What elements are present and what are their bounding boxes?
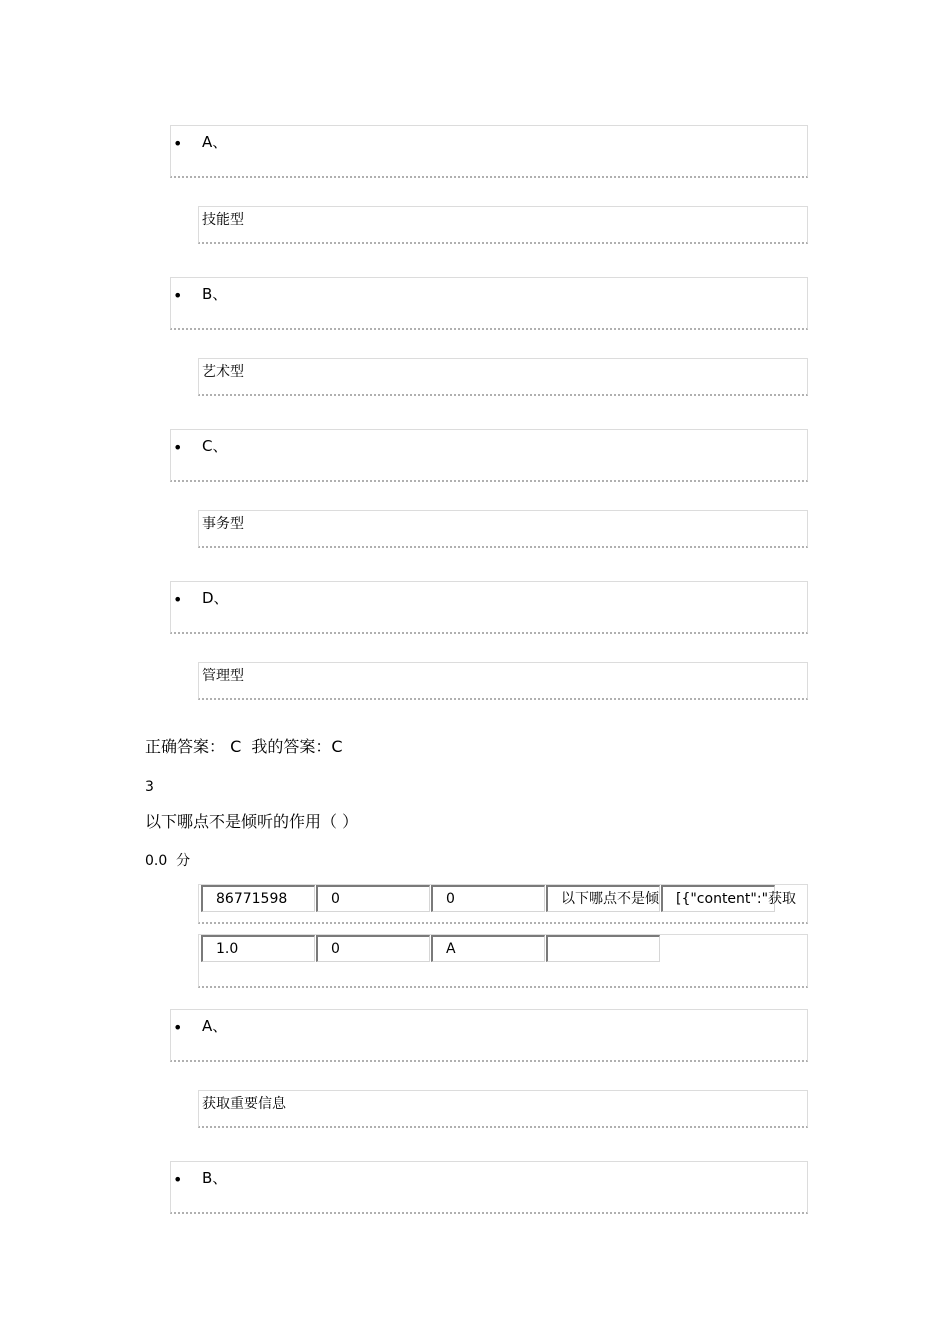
option-text: 艺术型 [202, 364, 244, 380]
field-empty[interactable] [546, 935, 660, 962]
option-letter: B、 [202, 1169, 228, 1187]
field-question[interactable]: 以下哪点不是倾 [546, 885, 660, 912]
option-letter: C、 [202, 437, 228, 455]
field-value[interactable]: 0 [316, 885, 430, 912]
option-row-d[interactable] [170, 581, 808, 634]
field-value[interactable]: 0 [431, 885, 545, 912]
bullet: • [173, 1170, 183, 1189]
option-text-box [198, 1090, 808, 1128]
bullet: • [173, 590, 183, 609]
field-score[interactable]: 1.0 [201, 935, 315, 962]
option-text: 获取重要信息 [202, 1096, 286, 1112]
option-text-box [198, 662, 808, 700]
option-letter: A、 [202, 1017, 228, 1035]
option-row-b[interactable] [170, 1161, 808, 1214]
question-text: 以下哪点不是倾听的作用（ ） [145, 812, 359, 831]
answer-line: 正确答案： C 我的答案：C [145, 737, 343, 756]
bullet: • [173, 134, 183, 153]
option-letter: D、 [202, 589, 229, 607]
option-row-a[interactable] [170, 1009, 808, 1062]
score-text: 0.0 分 [145, 853, 191, 869]
field-json[interactable]: [{"content":"获取 [661, 885, 775, 912]
option-row-a[interactable] [170, 125, 808, 178]
option-text-box [198, 358, 808, 396]
bullet: • [173, 286, 183, 305]
option-text: 技能型 [202, 212, 244, 228]
field-answer[interactable]: A [431, 935, 545, 962]
hidden-fields-row-1 [198, 884, 808, 924]
field-id[interactable]: 86771598 [201, 885, 315, 912]
option-text-box [198, 206, 808, 244]
option-row-b[interactable] [170, 277, 808, 330]
bullet: • [173, 438, 183, 457]
option-text: 事务型 [202, 516, 244, 532]
option-row-c[interactable] [170, 429, 808, 482]
field-value[interactable]: 0 [316, 935, 430, 962]
hidden-fields-row-2 [198, 934, 808, 988]
option-text-box [198, 510, 808, 548]
question-number: 3 [145, 779, 154, 795]
bullet: • [173, 1018, 183, 1037]
option-letter: A、 [202, 133, 228, 151]
option-text: 管理型 [202, 668, 244, 684]
option-letter: B、 [202, 285, 228, 303]
